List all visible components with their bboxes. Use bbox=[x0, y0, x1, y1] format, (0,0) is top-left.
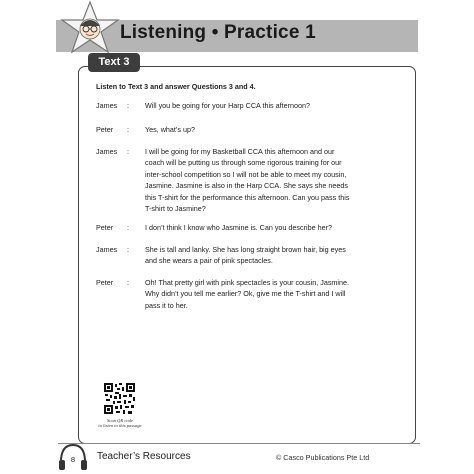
speech-line: I don’t think I know who Jasmine is. Can you describe her? bbox=[145, 223, 332, 232]
speech-line: T-shirt to Jasmine? bbox=[145, 204, 206, 214]
speaker-colon: : bbox=[127, 147, 129, 156]
instruction-text: Listen to Text 3 and answer Questions 3 and 4. bbox=[96, 82, 256, 91]
speaker-colon: : bbox=[127, 125, 129, 134]
speaker-name: Peter bbox=[96, 278, 114, 287]
speaker-colon: : bbox=[127, 278, 129, 287]
speech-line: Will you be going for your Harp CCA this afternoon? bbox=[145, 101, 310, 110]
footer-divider bbox=[58, 443, 420, 444]
speaker-name: James bbox=[96, 147, 118, 156]
speaker-colon: : bbox=[127, 245, 129, 254]
speech-line: Yes, what’s up? bbox=[145, 125, 195, 134]
speech-line: She is tall and lanky. She has long straight brown hair, big eyes bbox=[145, 245, 346, 254]
qr-caption-line: Scan QR code bbox=[106, 418, 134, 423]
page-title: Listening • Practice 1 bbox=[120, 22, 316, 43]
speech-line: this T-shirt for the performance this afternoon. Can you pass this bbox=[145, 192, 350, 202]
speech-text bbox=[145, 222, 415, 233]
speech-text bbox=[145, 100, 415, 111]
speaker-colon: : bbox=[127, 223, 129, 232]
section-tab: Text 3 bbox=[88, 53, 140, 72]
speech-text bbox=[145, 277, 415, 311]
speech-line: inter-school competition so I will not be able to meet my cousin, bbox=[145, 169, 347, 179]
qr-caption bbox=[96, 418, 144, 429]
qr-caption-line: to listen to this passage bbox=[98, 423, 142, 429]
footer-teacher-resources: Teacher’s Resources bbox=[97, 451, 191, 462]
speech-text bbox=[145, 146, 415, 214]
qr-code-icon bbox=[103, 382, 136, 415]
speaker-name: James bbox=[96, 101, 118, 110]
page-number: 8 bbox=[70, 455, 76, 464]
speaker-name: James bbox=[96, 245, 118, 254]
speech-line: Jasmine. Jasmine is also in the Harp CCA. She says she needs bbox=[145, 181, 348, 191]
speaker-name: Peter bbox=[96, 223, 114, 232]
speaker-colon: : bbox=[127, 101, 129, 110]
speech-line: coach will be putting us through some rigorous training for our bbox=[145, 158, 342, 168]
mascot-star-icon bbox=[58, 0, 122, 58]
speech-line: Why didn’t you tell me earlier? Ok, give me the T-shirt and I will bbox=[145, 289, 346, 299]
footer-copyright: © Casco Publications Pte Ltd bbox=[276, 453, 370, 462]
speech-text bbox=[145, 124, 415, 135]
speech-line: and she wears a pair of pink spectacles. bbox=[145, 256, 273, 266]
speech-text bbox=[145, 244, 415, 267]
speaker-name: Peter bbox=[96, 125, 114, 134]
speech-line: pass it to her. bbox=[145, 300, 188, 310]
speech-line: I will be going for my Basketball CCA this afternoon and our bbox=[145, 147, 335, 156]
speech-line: Oh! That pretty girl with pink spectacles is your cousin, Jasmine. bbox=[145, 278, 349, 287]
